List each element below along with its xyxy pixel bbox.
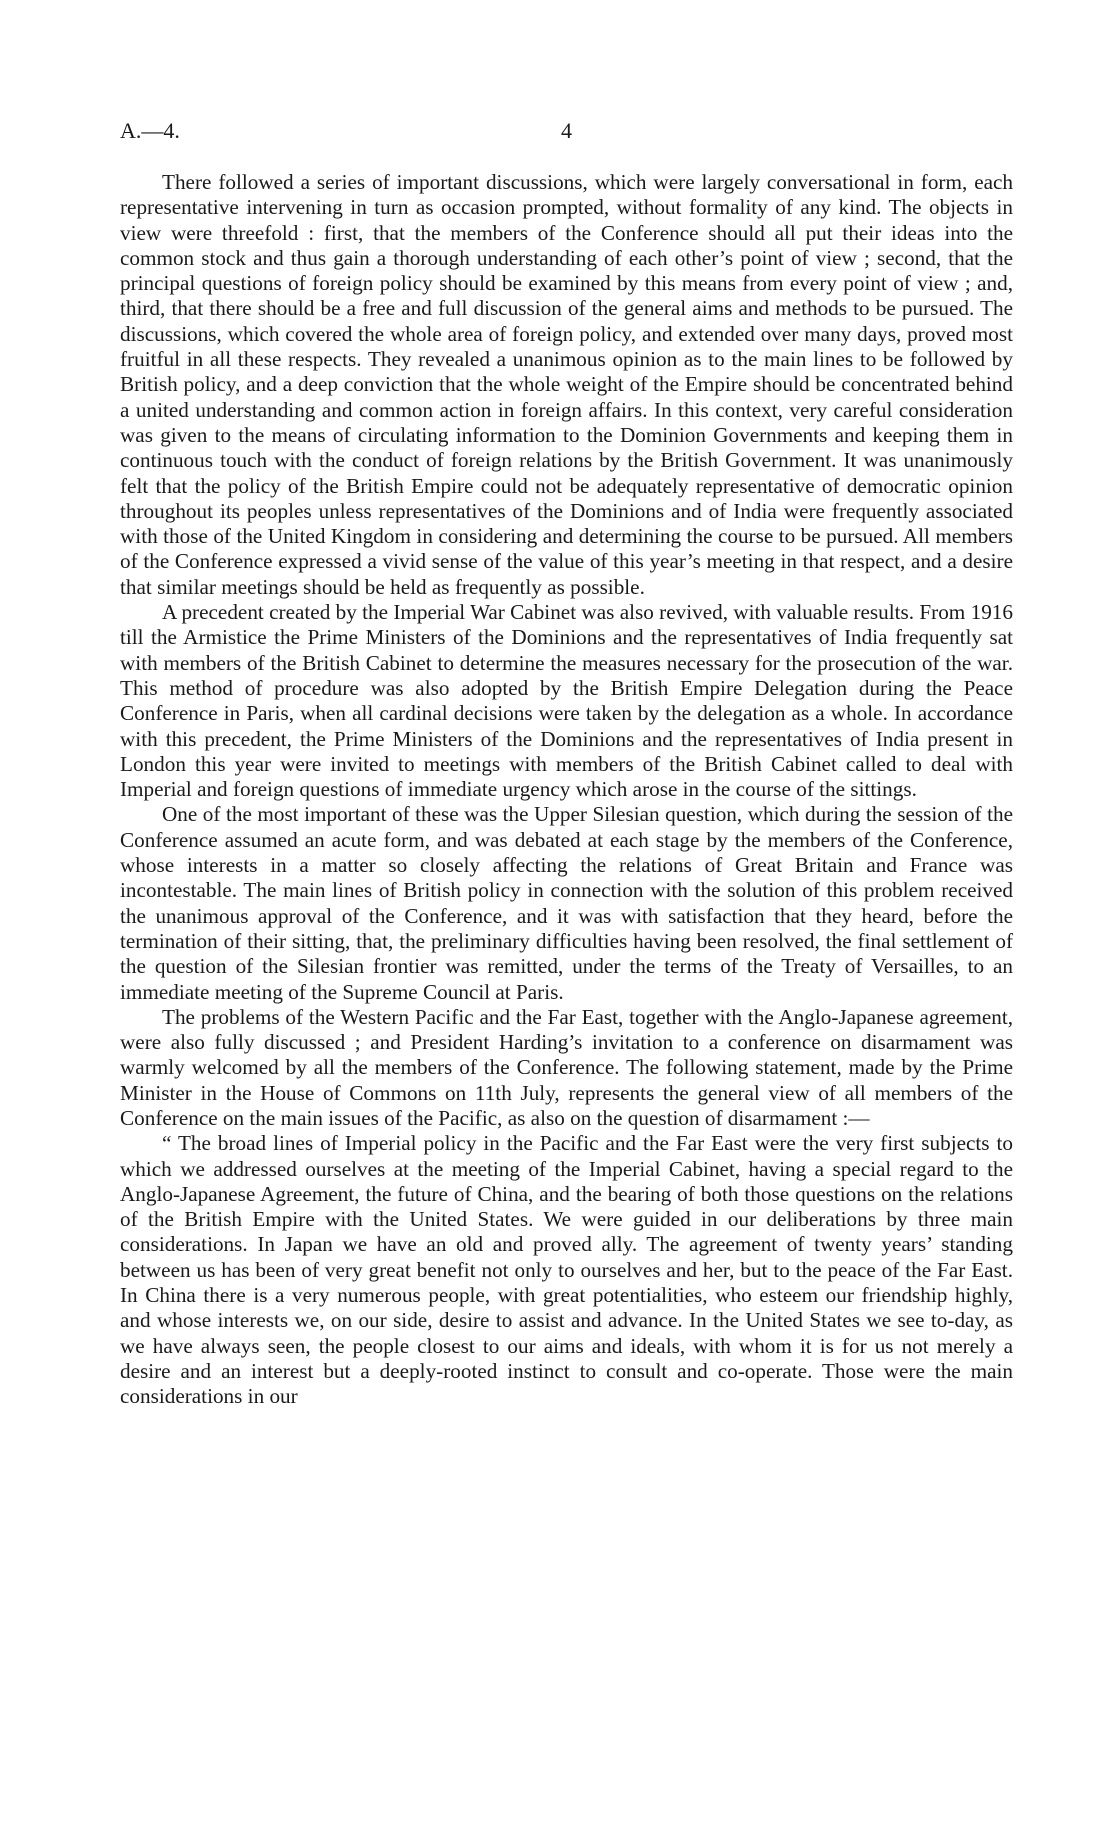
document-reference: A.—4. xyxy=(120,118,180,143)
paragraph: A precedent created by the Imperial War Cabinet was also revived, with valuable results. From 1916 till the Armistice the Prime Ministers of the Dominions and the representatives of India frequently sat with members of the British Cabinet to determine the measures necessary for the prosecution of the war. This method of procedure was also adopted by the British Empire Delegation during the Peace Conference in Paris, when all cardinal decisions were taken by the delegation as a whole. In accordance with this precedent, the Prime Ministers of the Dominions and the representatives of India present in London this year were invited to meetings with members of the British Cabinet called to deal with Imperial and foreign questions of immediate urgency which arose in the course of the sittings. xyxy=(120,600,1013,802)
page-number: 4 xyxy=(561,118,572,143)
paragraph: The problems of the Western Pacific and the Far East, together with the Anglo-Japanese agreement, were also fully discussed ; and President Harding’s invitation to a conference on disarmament was warmly welcomed by all the members of the Conference. The following statement, made by the Prime Minister in the House of Commons on 11th July, represents the general view of all members of the Conference on the main issues of the Pacific, as also on the question of disarmament :— xyxy=(120,1004,1013,1130)
page-header xyxy=(120,118,1013,154)
paragraph: “ The broad lines of Imperial policy in the Pacific and the Far East were the very first subjects to which we addressed ourselves at the meeting of the Imperial Cabinet, having a special regard to the Anglo-Japanese Agreement, the future of China, and the bearing of both those questions on the relations of the British Empire with the United States. We were guided in our deliberations by three main considerations. In Japan we have an old and proved ally. The agreement of twenty years’ standing between us has been of very great benefit not only to ourselves and her, but to the peace of the Far East. In China there is a very numerous people, with great potentialities, who esteem our friendship highly, and whose interests we, on our side, desire to assist and advance. In the United States we see to-day, as we have always seen, the people closest to our aims and ideals, with whom it is for us not merely a desire and an interest but a deeply-rooted instinct to consult and co-operate. Those were the main considerations in our xyxy=(120,1131,1013,1409)
paragraph: There followed a series of important discussions, which were largely conversational in form, each representative intervening in turn as occasion prompted, without formality of any kind. The objects in view were threefold : first, that the members of the Conference should all put their ideas into the common stock and thus gain a thorough understanding of each other’s point of view ; second, that the principal questions of foreign policy should be examined by this means from every point of view ; and, third, that there should be a free and full discussion of the general aims and methods to be pursued. The discussions, which covered the whole area of foreign policy, and extended over many days, proved most fruitful in all these respects. They revealed a unanimous opinion as to the main lines to be followed by British policy, and a deep conviction that the whole weight of the Empire should be concentrated behind a united understanding and common action in foreign affairs. In this context, very careful consideration was given to the means of circulating information to the Dominion Governments and keeping them in continuous touch with the conduct of foreign relations by the British Government. It was unanimously felt that the policy of the British Empire could not be adequately representative of democratic opinion throughout its peoples unless representatives of the Dominions and of India were frequently associated with those of the United Kingdom in considering and determining the course to be pursued. All members of the Conference expressed a vivid sense of the value of this year’s meeting in that respect, and a desire that similar meetings should be held as frequently as possible. xyxy=(120,170,1013,599)
paragraph: One of the most important of these was the Upper Silesian question, which during the session of the Conference assumed an acute form, and was debated at each stage by the members of the Conference, whose interests in a matter so closely affecting the relations of Great Britain and France was incontestable. The main lines of British policy in connection with the solution of this problem received the unanimous approval of the Conference, and it was with satisfaction that they heard, before the termination of their sitting, that, the preliminary difficulties having been resolved, the final settlement of the question of the Silesian frontier was remitted, under the terms of the Treaty of Versailles, to an immediate meeting of the Supreme Council at Paris. xyxy=(120,802,1013,1004)
body-text xyxy=(120,170,1013,1410)
